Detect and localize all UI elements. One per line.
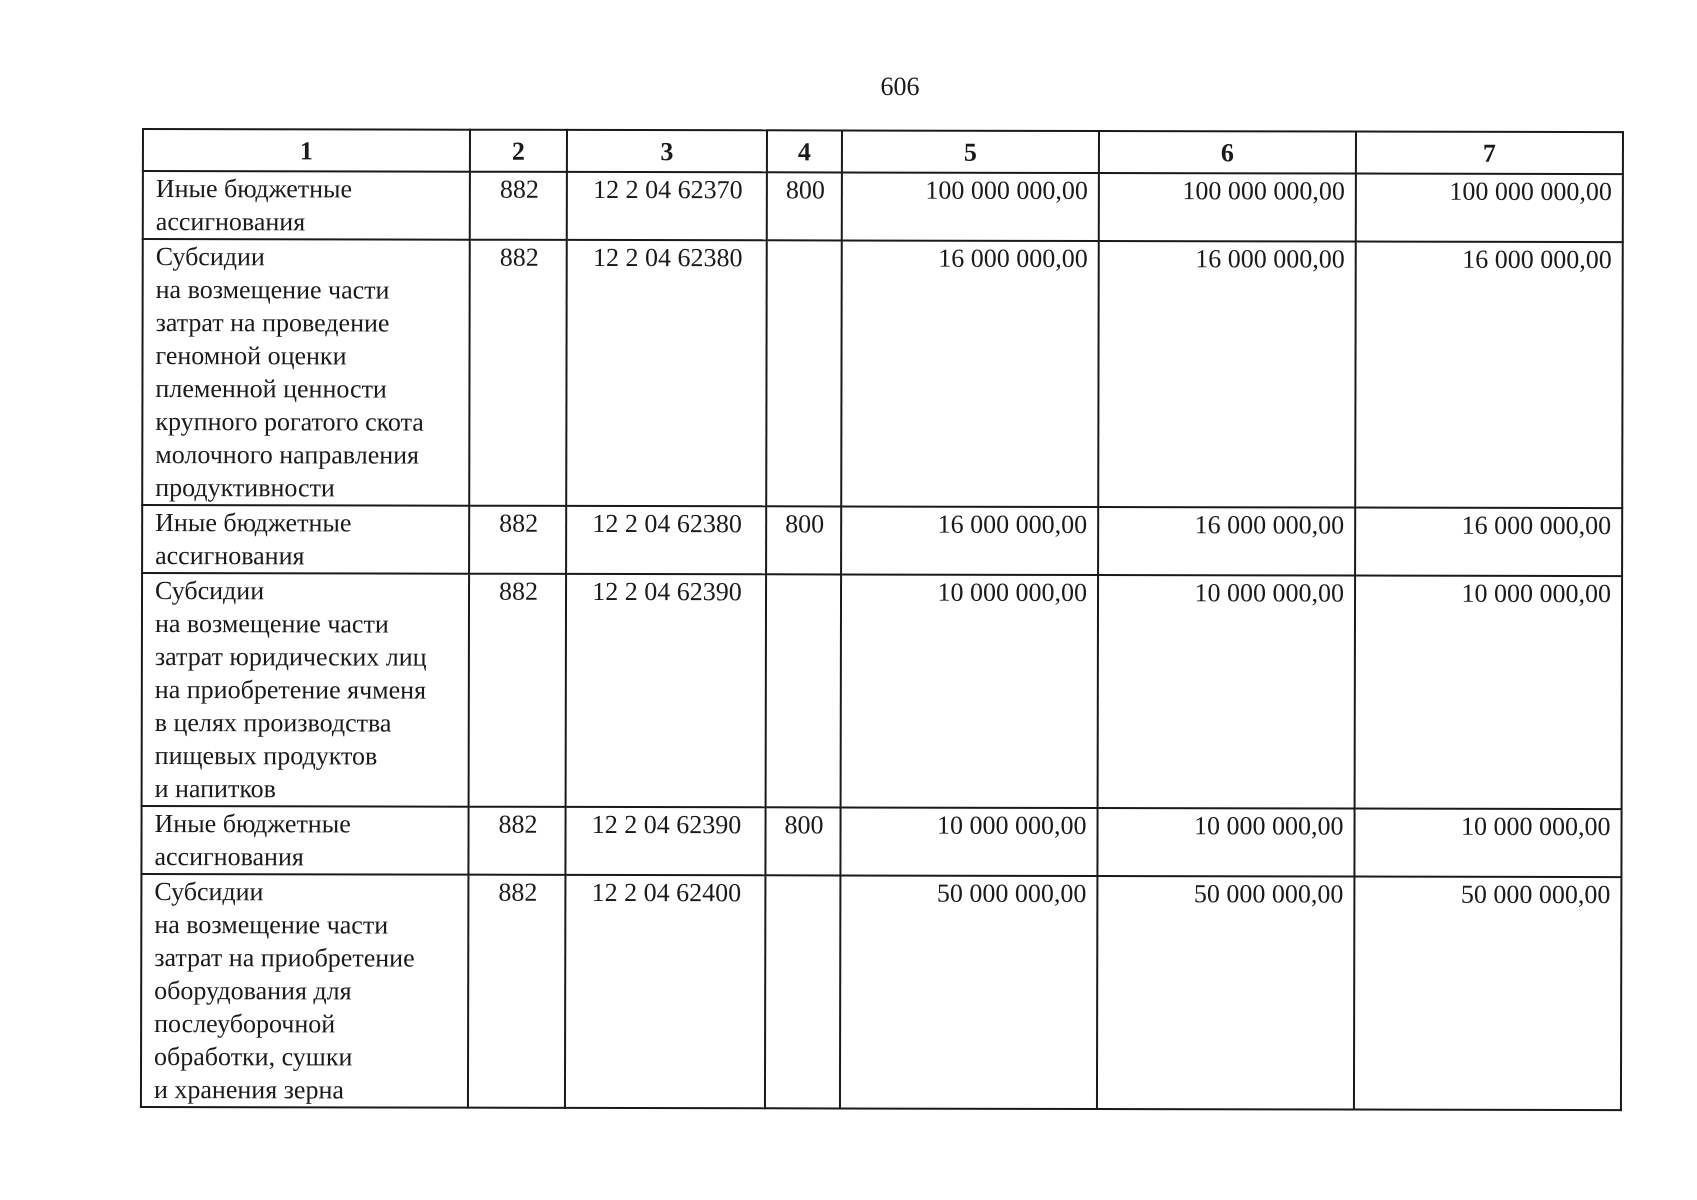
table-row [142, 239, 1623, 508]
header-cell-4: 4 [767, 130, 842, 172]
row-target-article: 12 2 04 62390 [565, 807, 765, 875]
row-amount-col7: 50 000 000,00 [1354, 877, 1621, 1111]
row-amount-col5: 10 000 000,00 [840, 807, 1097, 876]
table-row [143, 171, 1623, 242]
row-target-article: 12 2 04 62380 [566, 240, 767, 506]
row-target-article: 12 2 04 62370 [567, 172, 767, 240]
row-target-article: 12 2 04 62390 [566, 574, 766, 807]
row-expense-type: 800 [767, 172, 842, 240]
row-target-article: 12 2 04 62400 [565, 875, 765, 1108]
row-grbs-code: 882 [468, 807, 565, 875]
row-name: Иные бюджетные ассигнования [141, 806, 468, 875]
row-amount-col7: 16 000 000,00 [1355, 508, 1622, 577]
table-row [142, 505, 1622, 576]
row-name: Иные бюджетные ассигнования [142, 505, 469, 574]
row-amount-col6: 10 000 000,00 [1097, 808, 1354, 877]
row-grbs-code: 882 [469, 506, 566, 574]
row-amount-col7: 10 000 000,00 [1354, 809, 1621, 878]
row-amount-col5: 10 000 000,00 [841, 574, 1098, 808]
budget-table [140, 128, 1624, 1111]
row-name: Субсидии на возмещение части затрат на проведение геномной оценки племенной ценности крупного рогатого скота молочного направления продуктивности [142, 239, 470, 506]
header-cell-3: 3 [567, 130, 767, 172]
row-amount-col5: 16 000 000,00 [841, 506, 1098, 575]
row-amount-col6: 16 000 000,00 [1098, 507, 1355, 576]
row-name: Субсидии на возмещение части затрат на приобретение оборудования для послеуборочной обработки, сушки и хранения зерна [141, 874, 468, 1108]
header-cell-1: 1 [143, 129, 470, 172]
row-expense-type [766, 240, 842, 506]
header-cell-5: 5 [842, 130, 1099, 173]
row-grbs-code: 882 [470, 172, 567, 240]
row-name: Субсидии на возмещение части затрат юридических лиц на приобретение ячменя в целях производства пищевых продуктов и напитков [142, 573, 469, 807]
row-amount-col6: 50 000 000,00 [1097, 876, 1354, 1110]
table-row [141, 874, 1621, 1110]
header-cell-2: 2 [470, 130, 567, 172]
header-row [143, 129, 1623, 174]
row-amount-col6: 100 000 000,00 [1099, 173, 1356, 242]
row-grbs-code: 882 [469, 574, 566, 807]
row-amount-col6: 10 000 000,00 [1098, 575, 1355, 809]
header-cell-7: 7 [1356, 132, 1623, 175]
row-expense-type: 800 [765, 807, 840, 875]
page-number: 606 [880, 72, 920, 101]
row-target-article: 12 2 04 62380 [566, 506, 766, 574]
row-amount-col7: 100 000 000,00 [1356, 174, 1623, 243]
table-row [142, 573, 1622, 809]
row-amount-col5: 50 000 000,00 [840, 875, 1097, 1109]
row-expense-type: 800 [766, 506, 841, 574]
row-expense-type [766, 574, 841, 807]
row-amount-col5: 16 000 000,00 [841, 240, 1099, 507]
row-amount-col6: 16 000 000,00 [1098, 241, 1356, 508]
table-row [141, 806, 1621, 877]
row-grbs-code: 882 [469, 240, 567, 506]
row-name: Иные бюджетные ассигнования [143, 171, 470, 240]
row-grbs-code: 882 [468, 875, 565, 1108]
header-cell-6: 6 [1099, 131, 1356, 174]
row-amount-col7: 16 000 000,00 [1355, 242, 1623, 509]
row-amount-col7: 10 000 000,00 [1355, 576, 1622, 810]
row-amount-col5: 100 000 000,00 [842, 172, 1099, 241]
row-expense-type [765, 875, 840, 1108]
